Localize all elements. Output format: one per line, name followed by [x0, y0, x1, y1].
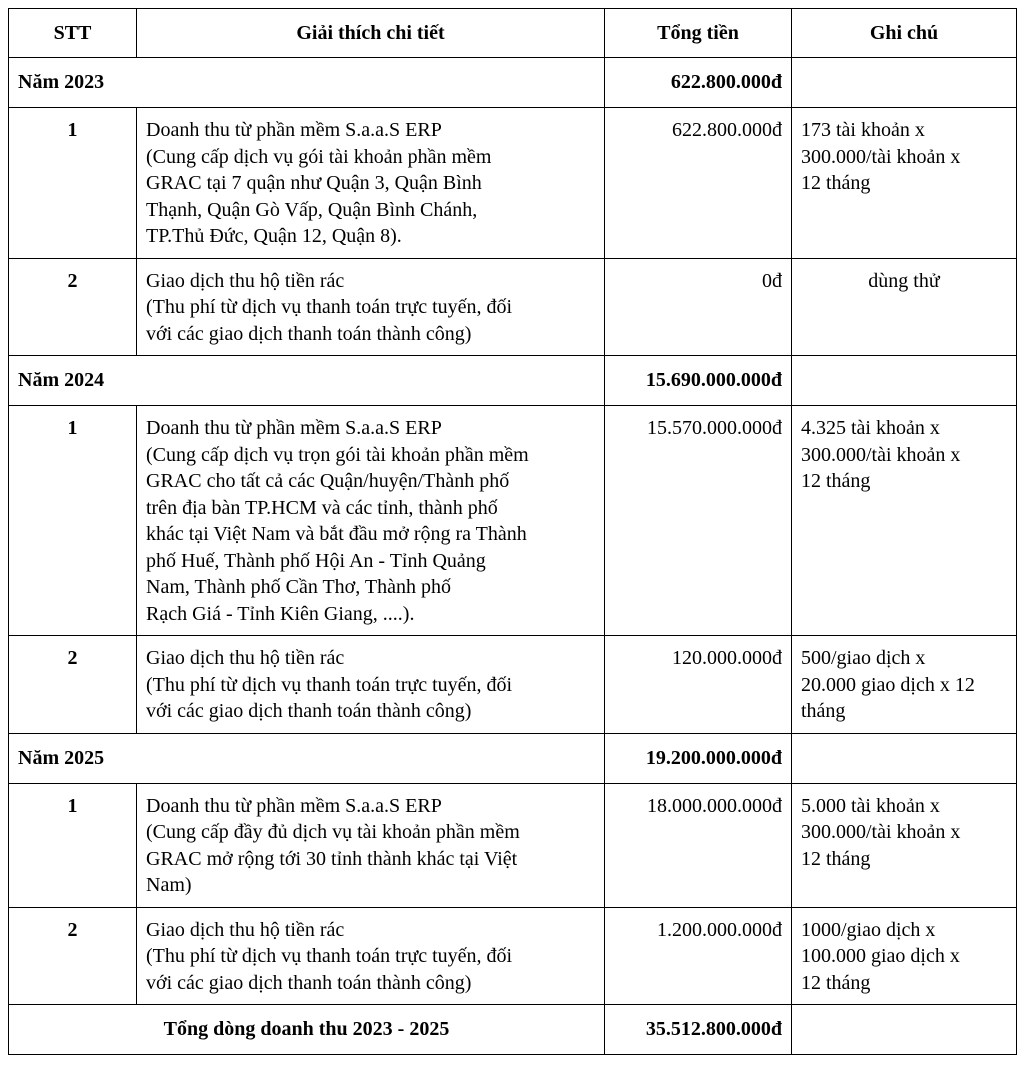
grand-total-row: [9, 1005, 1017, 1055]
row-amount: 15.570.000.000đ: [605, 406, 792, 636]
description-line: Doanh thu từ phần mềm S.a.a.S ERP: [146, 119, 442, 141]
description-line: (Thu phí từ dịch vụ thanh toán trực tuyến, đối: [146, 945, 513, 967]
table-row: [9, 108, 1017, 259]
row-description: [137, 907, 605, 1005]
note-line: 12 tháng: [801, 172, 871, 194]
year-row: [9, 58, 1017, 108]
note-line: 500/giao dịch x: [801, 647, 926, 669]
row-note: [792, 108, 1017, 259]
description-line: TP.Thủ Đức, Quận 12, Quận 8).: [146, 225, 402, 247]
row-stt: 2: [9, 636, 137, 734]
row-description: [137, 258, 605, 356]
description-line: Giao dịch thu hộ tiền rác: [146, 918, 345, 941]
description-line: với các giao dịch thanh toán thành công): [146, 322, 472, 345]
description-line: với các giao dịch thanh toán thành công): [146, 700, 472, 722]
description-line: Nam, Thành phố Cần Thơ, Thành phố: [146, 576, 451, 598]
note-line: 173 tài khoản x: [801, 119, 925, 141]
description-line: Giao dịch thu hộ tiền rác: [146, 269, 345, 292]
note-line: 12 tháng: [801, 470, 871, 492]
description-line: (Cung cấp đầy đủ dịch vụ tài khoản phần mềm: [146, 821, 520, 843]
row-stt: 2: [9, 258, 137, 356]
description-line: khác tại Việt Nam và bắt đầu mở rộng ra Thành: [146, 523, 527, 545]
year-row: [9, 356, 1017, 406]
description-line: GRAC cho tất cả các Quận/huyện/Thành phố: [146, 470, 510, 492]
table-body: [9, 58, 1017, 1055]
year-label: Năm 2024: [9, 356, 605, 406]
row-stt: 1: [9, 783, 137, 907]
row-note: [792, 783, 1017, 907]
row-description: [137, 406, 605, 636]
note-line: 5.000 tài khoản x: [801, 794, 940, 817]
row-amount: 1.200.000.000đ: [605, 907, 792, 1005]
description-line: Rạch Giá - Tỉnh Kiên Giang, ....).: [146, 602, 415, 625]
year-label: Năm 2023: [9, 58, 605, 108]
row-amount: 622.800.000đ: [605, 108, 792, 259]
note-line: dùng thử: [868, 269, 940, 292]
header-note: Ghi chú: [792, 9, 1017, 58]
year-note: [792, 356, 1017, 406]
note-line: 300.000/tài khoản x: [801, 821, 961, 843]
description-line: (Cung cấp dịch vụ gói tài khoản phần mềm: [146, 145, 492, 168]
row-note: [792, 636, 1017, 734]
header-row: [9, 9, 1017, 58]
description-line: (Thu phí từ dịch vụ thanh toán trực tuyến, đối: [146, 673, 513, 696]
description-line: Thạnh, Quận Gò Vấp, Quận Bình Chánh,: [146, 198, 478, 221]
description-line: GRAC tại 7 quận như Quận 3, Quận Bình: [146, 172, 482, 194]
row-stt: 1: [9, 108, 137, 259]
note-line: 300.000/tài khoản x: [801, 145, 961, 168]
note-line: 4.325 tài khoản x: [801, 417, 940, 439]
note-line: 12 tháng: [801, 847, 871, 870]
note-line: 100.000 giao dịch x: [801, 945, 960, 967]
description-line: (Thu phí từ dịch vụ thanh toán trực tuyến, đối: [146, 296, 513, 318]
year-total: 19.200.000.000đ: [605, 733, 792, 783]
revenue-table: [8, 8, 1017, 1055]
table-row: [9, 636, 1017, 734]
year-note: [792, 58, 1017, 108]
row-amount: 18.000.000.000đ: [605, 783, 792, 907]
header-detail: Giải thích chi tiết: [137, 9, 605, 58]
note-line: 12 tháng: [801, 971, 871, 994]
row-description: [137, 783, 605, 907]
description-line: Doanh thu từ phần mềm S.a.a.S ERP: [146, 794, 442, 817]
row-description: [137, 108, 605, 259]
description-line: Giao dịch thu hộ tiền rác: [146, 647, 345, 669]
table-row: [9, 907, 1017, 1005]
description-line: Nam): [146, 874, 192, 896]
note-line: tháng: [801, 700, 846, 722]
year-label: Năm 2025: [9, 733, 605, 783]
note-line: 1000/giao dịch x: [801, 918, 936, 941]
row-stt: 1: [9, 406, 137, 636]
year-total: 622.800.000đ: [605, 58, 792, 108]
row-note: [792, 907, 1017, 1005]
row-stt: 2: [9, 907, 137, 1005]
grand-total-label: Tổng dòng doanh thu 2023 - 2025: [9, 1005, 605, 1055]
year-row: [9, 733, 1017, 783]
note-line: 300.000/tài khoản x: [801, 443, 961, 466]
header-total: Tổng tiền: [605, 9, 792, 58]
note-line: 20.000 giao dịch x 12: [801, 673, 975, 696]
grand-total-note: [792, 1005, 1017, 1055]
row-description: [137, 636, 605, 734]
row-amount: 0đ: [605, 258, 792, 356]
description-line: trên địa bàn TP.HCM và các tỉnh, thành phố: [146, 496, 498, 519]
year-total: 15.690.000.000đ: [605, 356, 792, 406]
table-row: [9, 783, 1017, 907]
row-amount: 120.000.000đ: [605, 636, 792, 734]
description-line: (Cung cấp dịch vụ trọn gói tài khoản phần mềm: [146, 443, 529, 466]
description-line: Doanh thu từ phần mềm S.a.a.S ERP: [146, 417, 442, 439]
table-row: [9, 258, 1017, 356]
description-line: với các giao dịch thanh toán thành công): [146, 971, 472, 994]
description-line: GRAC mở rộng tới 30 tỉnh thành khác tại Việt: [146, 847, 518, 870]
row-note: [792, 406, 1017, 636]
row-note: [792, 258, 1017, 356]
description-line: phố Huế, Thành phố Hội An - Tỉnh Quảng: [146, 549, 486, 572]
table-row: [9, 406, 1017, 636]
year-note: [792, 733, 1017, 783]
header-stt: STT: [9, 9, 137, 58]
grand-total-amount: 35.512.800.000đ: [605, 1005, 792, 1055]
